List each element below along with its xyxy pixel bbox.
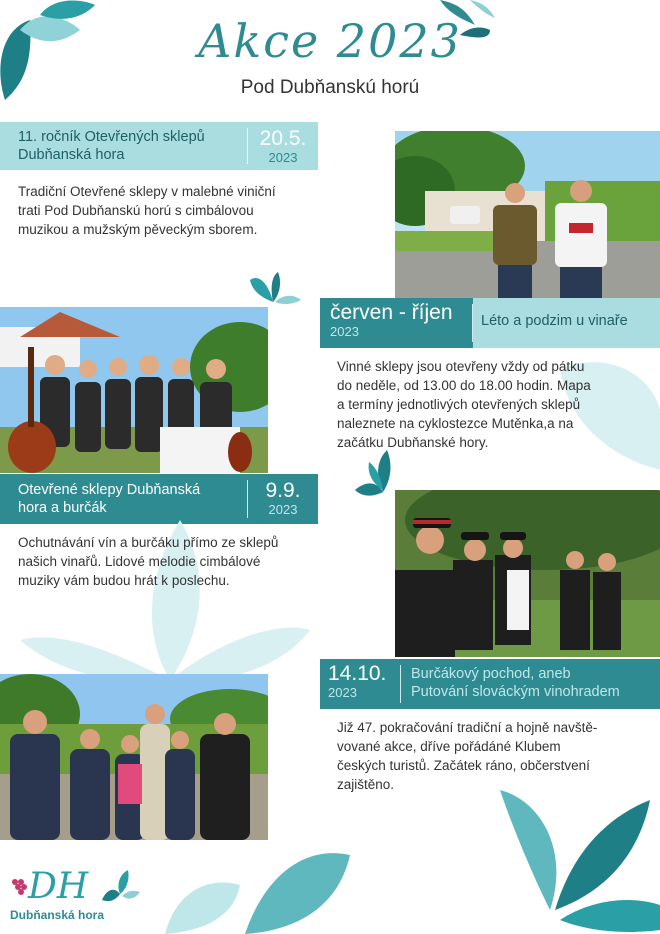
photo-folk-singers [395, 490, 660, 657]
event-4-name-2: Putování slováckým vinohradem [411, 684, 620, 700]
event-1-date: 20.5. [259, 127, 307, 150]
event-3-year: 2023 [268, 502, 298, 517]
logo-leaf-icon [100, 870, 140, 904]
event-2-name: Léto a podzim u vinaře [473, 298, 660, 348]
event-3-description: Ochutnávání vín a burčáku přímo ze sklepů našich vinařů. Lidové melodie cimbálové muziky vám budou hrát k poslechu. [18, 535, 279, 588]
event-3-name: Otevřené sklepy Dubňanská [18, 482, 201, 498]
leaf-decoration-bottom-center [165, 845, 355, 934]
event-2-date: červen - říjen [330, 301, 453, 324]
event-1-header [0, 122, 318, 170]
event-3-header [0, 474, 318, 524]
event-2-year: 2023 [330, 324, 359, 339]
page-title: Akce 2023 [198, 14, 462, 68]
photo-hiking-group [0, 674, 268, 840]
event-2-description: Vinné sklepy jsou otevřeny vždy od pátku do neděle, od 13.00 do 18.00 hodin. Mapa a termíny jednotlivých otevřených sklepů naleznete na cyklostezce Mutěnka,a na začátku Dubňanské hory. [337, 359, 591, 450]
event-1-year: 2023 [268, 150, 298, 165]
leaf-decoration-small-1 [248, 272, 303, 307]
photo-group-with-musicians [0, 307, 268, 473]
event-3-date: 9.9. [265, 479, 301, 502]
event-4-year: 2023 [328, 685, 357, 700]
event-1-name-2: Dubňanská hora [18, 147, 125, 163]
event-3-name-2: hora a burčák [18, 500, 107, 516]
logo [10, 866, 160, 926]
event-1-description: Tradiční Otevřené sklepy v malebné viniční trati Pod Dubňanskú horú s cimbálovou muzikou a mužským pěveckým sborem. [18, 184, 276, 237]
page-subtitle: Pod Dubňanskú horú [240, 77, 420, 98]
photo-two-men-with-glasses [395, 131, 660, 298]
event-2-header [320, 298, 660, 348]
logo-mark: DH [28, 866, 89, 907]
leaf-decoration-bottom-right [500, 780, 660, 934]
logo-name: Dubňanská hora [10, 908, 105, 922]
event-4-name: Burčákový pochod, aneb [411, 666, 571, 682]
event-4-header [320, 659, 660, 709]
event-4-description: Již 47. pokračování tradiční a hojně navště- vované akce, dříve pořádáné Klubem českých turistů. Začátek ráno, občerstvení zajištěno. [337, 720, 598, 792]
event-1-name: 11. ročník Otevřených sklepů [18, 129, 205, 145]
event-4-date: 14.10. [328, 662, 387, 685]
